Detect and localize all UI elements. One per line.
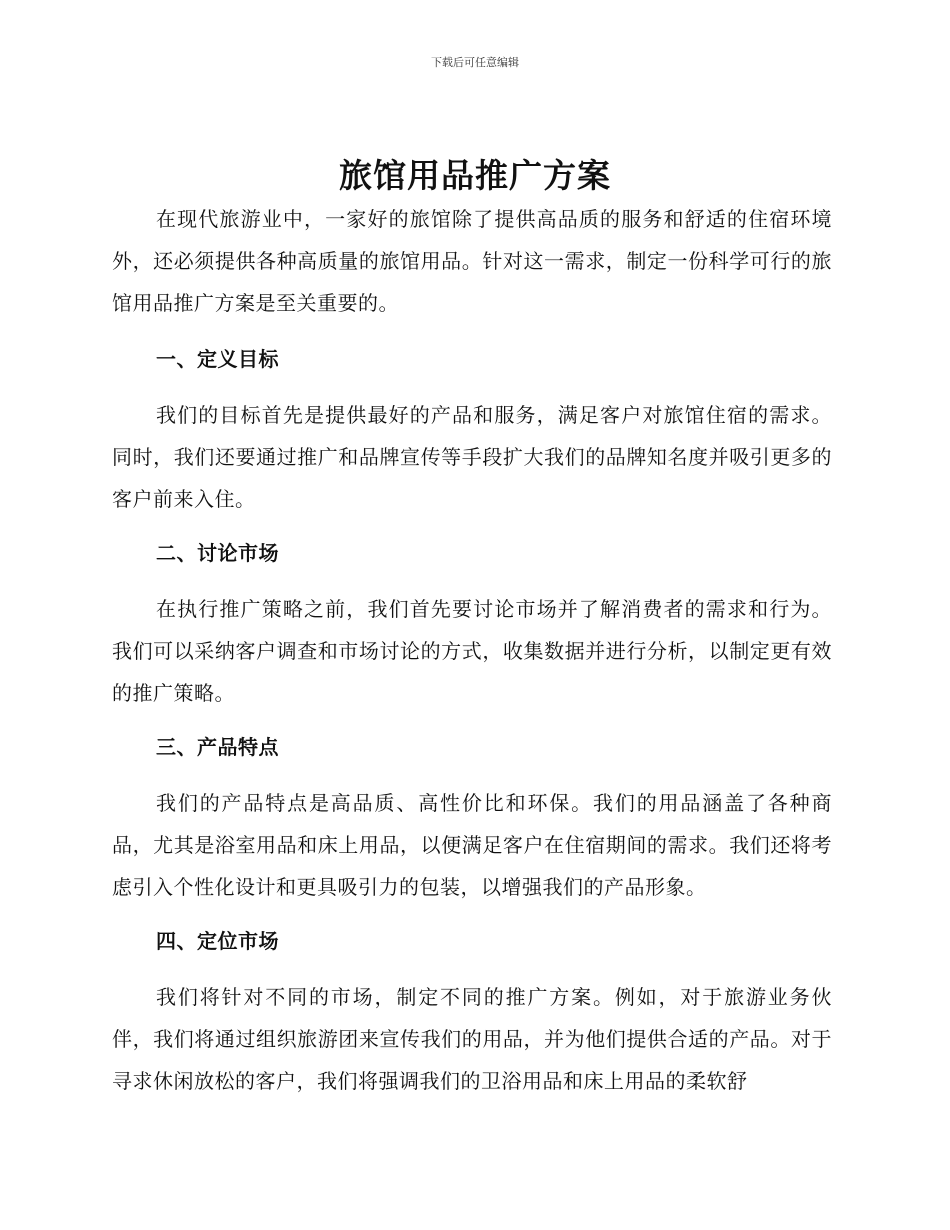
page-title: 旅馆用品推广方案: [339, 156, 611, 195]
intro-paragraph: 在现代旅游业中，一家好的旅馆除了提供高品质的服务和舒适的住宿环境外，还必须提供各种高质量的旅馆用品。针对这一需求，制定一份科学可行的旅馆用品推广方案是至关重要的。: [112, 207, 832, 315]
section-2-heading-block: [112, 532, 832, 574]
section-4-body-block: [112, 976, 832, 1102]
section-heading: 二、讨论市场: [156, 541, 279, 565]
section-1-heading-block: [112, 338, 832, 380]
section-3-heading-block: [112, 726, 832, 768]
section-heading: 一、定义目标: [156, 347, 279, 371]
header-note: 下载后可任意编辑: [431, 56, 519, 69]
section-heading: 三、产品特点: [156, 735, 279, 759]
section-paragraph: 我们的产品特点是高品质、高性价比和环保。我们的用品涵盖了各种商品，尤其是浴室用品和床上用品，以便满足客户在住宿期间的需求。我们还将考虑引入个性化设计和更具吸引力的包装，以增强我们的产品形象。: [112, 791, 832, 899]
section-heading: 四、定位市场: [156, 929, 279, 953]
section-paragraph: 我们将针对不同的市场，制定不同的推广方案。例如，对于旅游业务伙伴，我们将通过组织旅游团来宣传我们的用品，并为他们提供合适的产品。对于寻求休闲放松的客户，我们将强调我们的卫浴用品和床上用品的柔软舒: [112, 985, 832, 1093]
section-1-body-block: [112, 394, 832, 520]
section-paragraph: 我们的目标首先是提供最好的产品和服务，满足客户对旅馆住宿的需求。同时，我们还要通过推广和品牌宣传等手段扩大我们的品牌知名度并吸引更多的客户前来入住。: [112, 403, 832, 511]
section-4-heading-block: [112, 920, 832, 962]
intro-block: [112, 198, 832, 324]
section-paragraph: 在执行推广策略之前，我们首先要讨论市场并了解消费者的需求和行为。我们可以采纳客户调查和市场讨论的方式，收集数据并进行分析，以制定更有效的推广策略。: [112, 597, 832, 705]
section-3-body-block: [112, 782, 832, 908]
section-2-body-block: [112, 588, 832, 714]
